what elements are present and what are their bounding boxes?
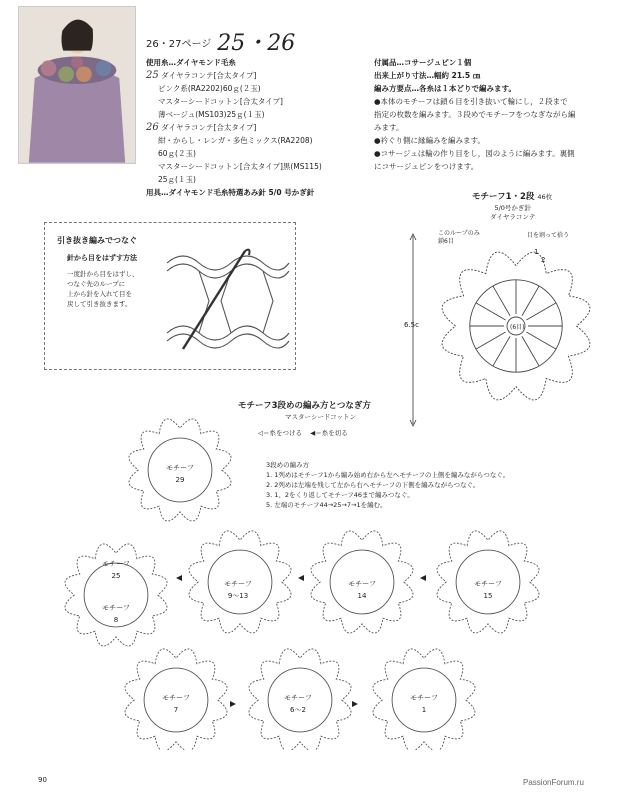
motif3-yarn: マスターシードコットン (285, 413, 356, 421)
motif12-stitch-line (526, 332, 555, 349)
materials-list: 使用糸…ダイヤモンド毛糸 25 ダイヤラコンテ[合太タイプ] ピンク系(RA2202)60ｇ(２玉) マスターシードコットン[合太タイプ] 薄ベージュ(MS103)25ｇ(１玉) 26 ダイヤラコンテ[合太タイプ] 紺・からし・レンガ・多色ミックス(RA2208) 60ｇ(２玉) マスターシードコットン[合太タイプ]黒(MS115) 25ｇ(１玉) 用具…ダイヤモンド毛糸特選あみ針 5/0 号かぎ針 (146, 56, 366, 199)
tools-line: 用具…ダイヤモンド毛糸特選あみ針 5/0 号かぎ針 (146, 188, 315, 197)
motif-label-8: モチーフ 8 (102, 604, 130, 624)
motif-label-14: モチーフ 14 (348, 580, 376, 600)
motif-label-1: モチーフ 1 (410, 694, 438, 714)
cut-yarn-icon: ◀ (310, 429, 316, 437)
motif12-cut-note: 目を割って拾う (527, 232, 570, 239)
specs-list: 付属品…コサージュピン１個 出来上がり寸法…幅約 21.5 ㎝ 編み方要点…各糸は１本どりで編みます。 ●本体のモチーフは鎖６目を引き抜いて輪にし，２段まで 指定の枚数を編みます。３段めでモチーフをつなぎながら編 みます。 ●衿ぐり側に縁編みを編みます。 ●コサージュは輪の作り目をし，図のように編みます。裏側 にコサージュピンをつけます。 (374, 58, 576, 171)
motif12-loop-note: このループのみ 鎖6目 (438, 230, 480, 245)
motif12-subtitle: 5/0号かぎ針 ダイヤラコンテ (490, 204, 536, 221)
motif12-stitch-line (522, 336, 539, 365)
motif12-row1-label: 1 (534, 248, 539, 256)
motif-label-6-2: モチーフ 6～2 (284, 694, 312, 714)
slip-stitch-illustration (163, 241, 291, 363)
motif12-stitch-line (493, 286, 510, 315)
motif-label-25: モチーフ 25 (102, 560, 130, 580)
technique-box (44, 222, 296, 370)
motif-layout-diagram (0, 400, 626, 750)
motif12-stitch-line (522, 286, 539, 315)
model-photo (18, 6, 136, 164)
motif-label-29: モチーフ 29 (166, 464, 194, 484)
motif12-row2-label: 2 (541, 256, 546, 264)
motif12-stitch-line (476, 303, 505, 320)
attach-yarn-icon: ◁ (258, 429, 263, 437)
motif-label-7: モチーフ 7 (162, 694, 190, 714)
motif12-ring-label: (6目) (510, 324, 525, 331)
motif12-size: 6.5c (404, 321, 419, 329)
technique-subtitle: 針から目をはずす方法 (67, 254, 137, 262)
motif-label-15: モチーフ 15 (474, 580, 502, 600)
technique-description: 一度針から目をはずし、 つなぐ先のループに 上から針を入れて目を 戻して引き抜きます。 (67, 270, 139, 308)
page-reference: 26・27ページ 25・26 (146, 31, 296, 56)
motif3-title: モチーフ3段めの編み方とつなぎ方 (238, 401, 371, 411)
legend: ◁＝糸をつける ◀＝糸を切る (258, 429, 348, 437)
motif12-stitch-line (493, 336, 510, 365)
technique-title: 引き抜き編みでつなぐ (57, 236, 137, 245)
motif12-stitch-line (526, 303, 555, 320)
watermark: PassionForum.ru (523, 778, 584, 787)
yarn-label: 使用糸…ダイヤモンド毛糸 (146, 58, 236, 67)
page-number: 90 (38, 776, 47, 784)
motif12-title: モチーフ1・2段 46枚 (472, 192, 553, 202)
motif3-steps: 3段めの編み方 1. 1列めはモチーフ1から編み始め右から左へモチーフの上側を編みながらつなぐ。 2. 2列めは左端を残して左から右へモチーフの下側を編みながらつなぐ。 3. 1、2をくり返してモチーフ46まで編みつなぐ。 5. 左端のモチーフ44→25→7→1を編む。 (266, 461, 510, 509)
motif12-stitch-line (476, 332, 505, 349)
motif-label-9-13: モチーフ 9～13 (224, 580, 252, 600)
